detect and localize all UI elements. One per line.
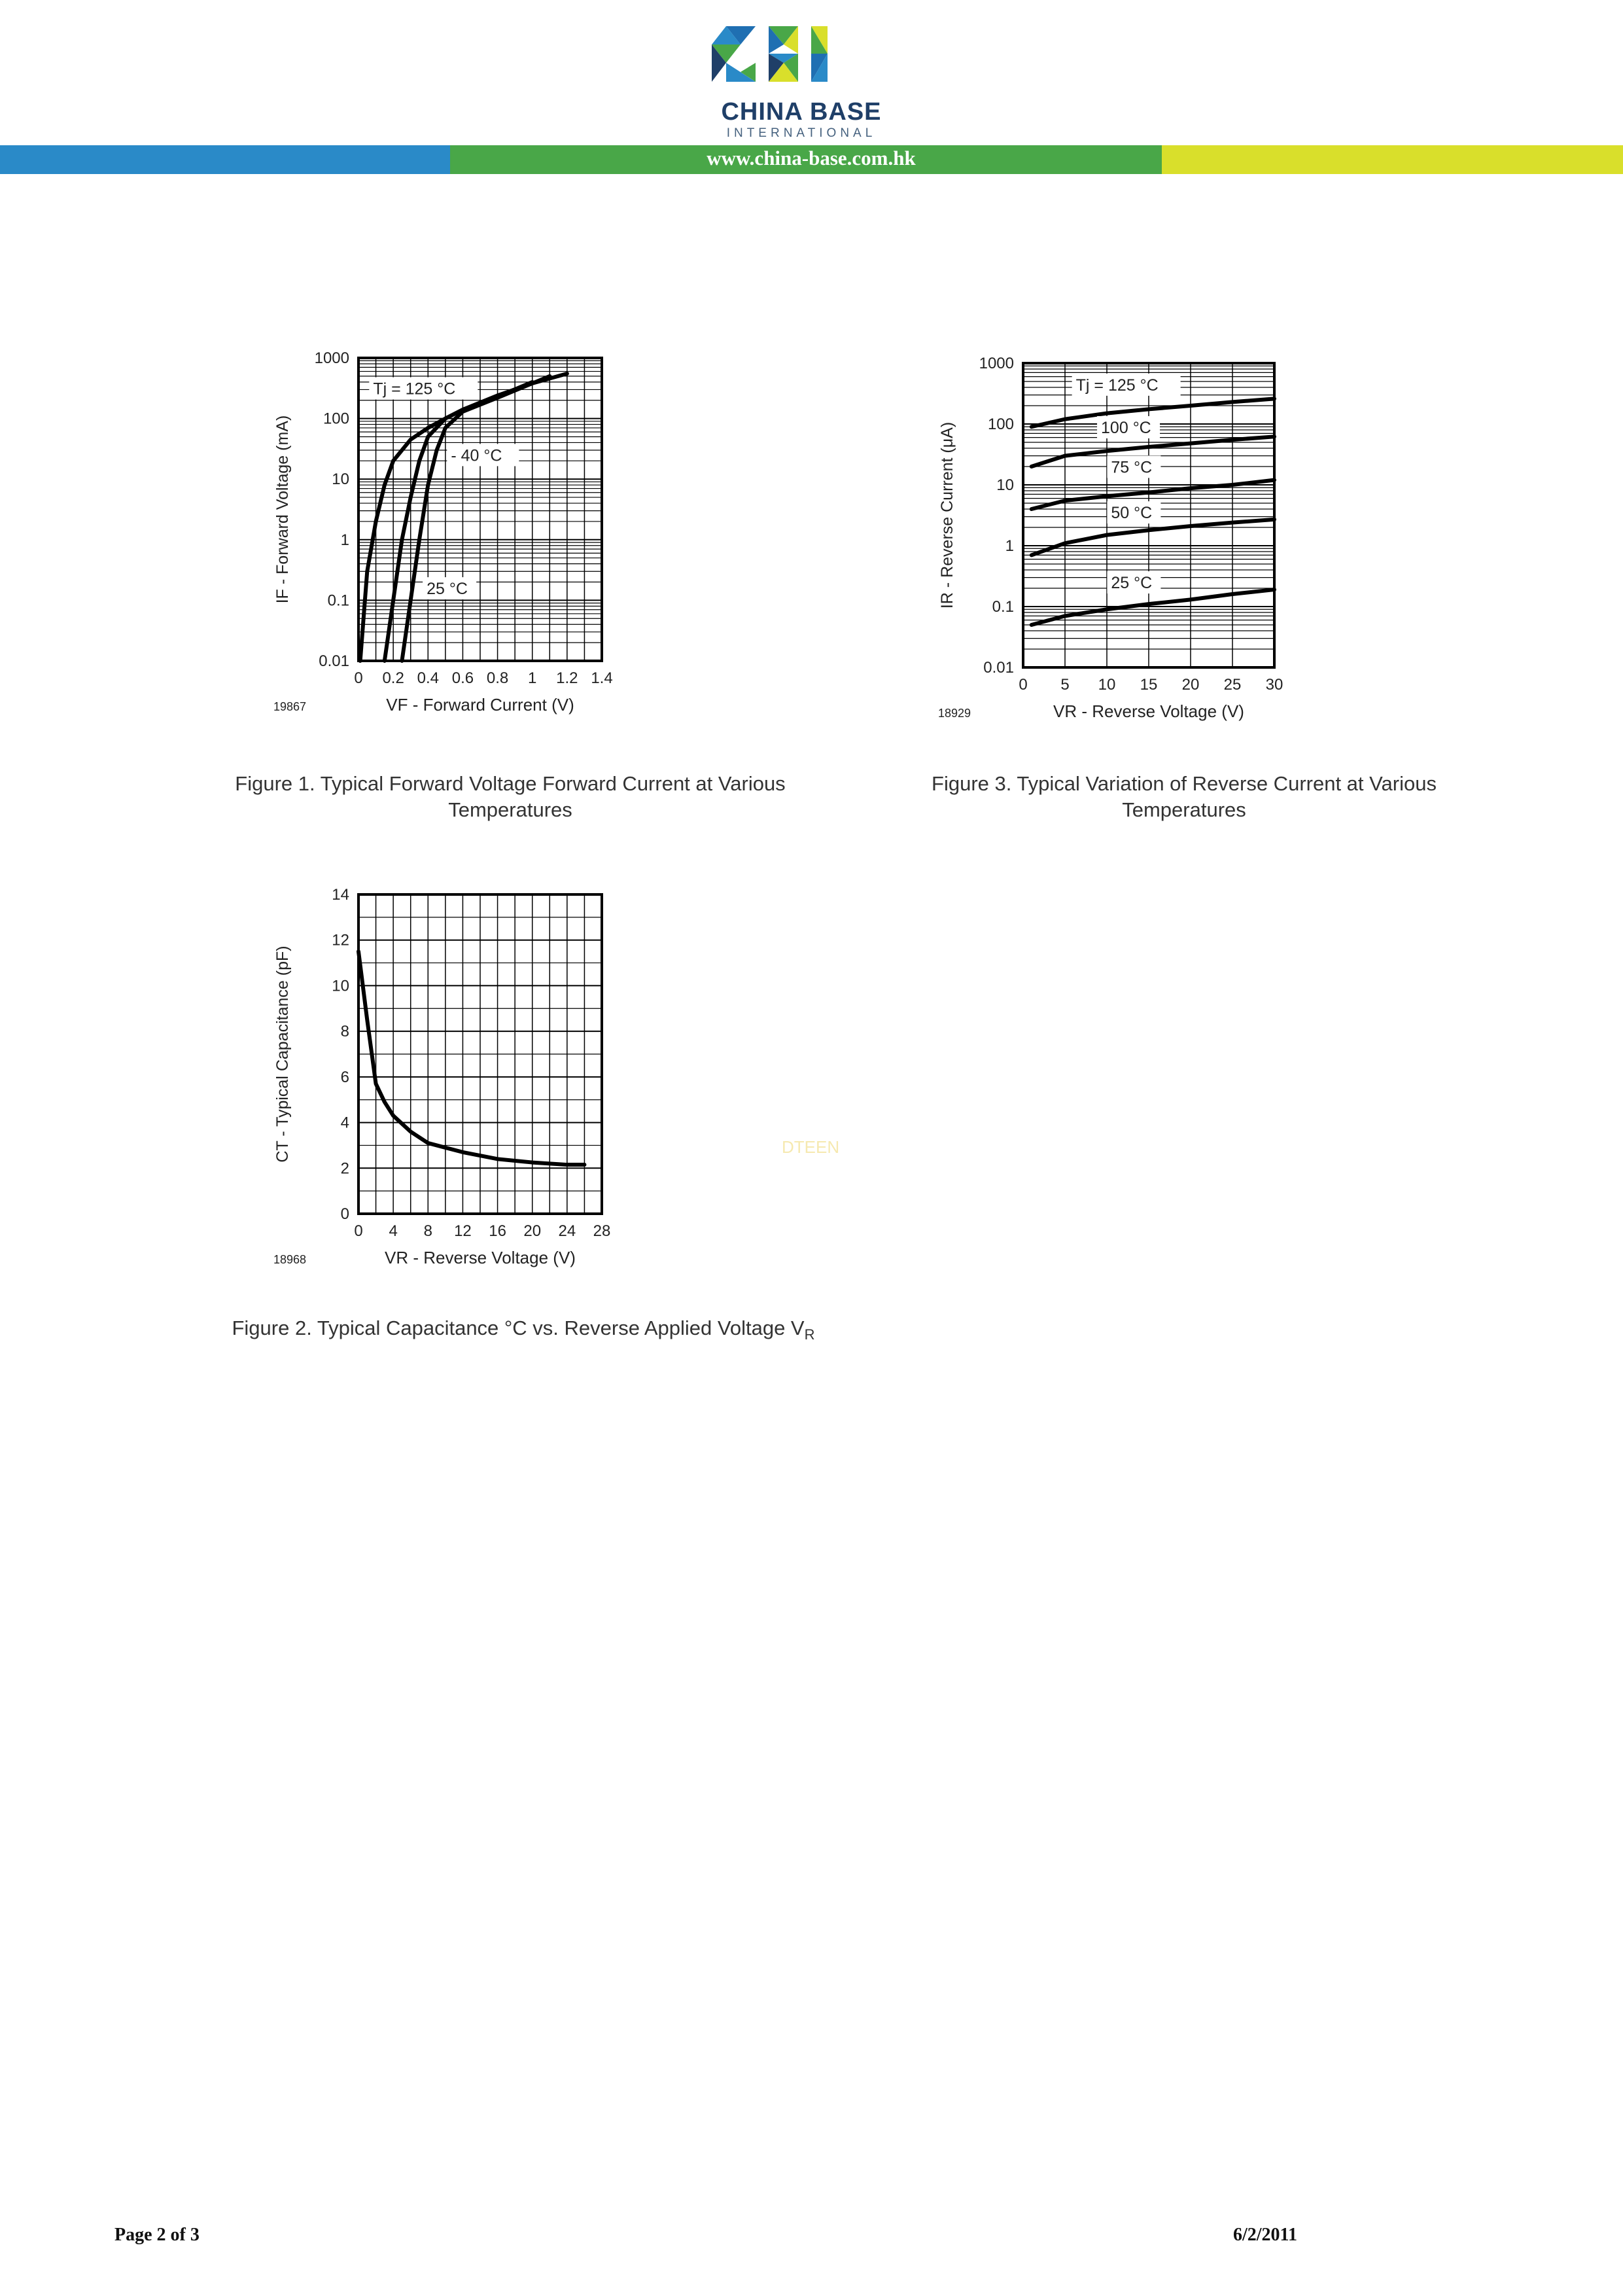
figure-1-caption-line-1: Figure 1. Typical Forward Voltage Forward Current at Various — [235, 772, 786, 795]
y-tick-label: 0.1 — [327, 592, 349, 610]
x-tick-label: 16 — [489, 1222, 506, 1240]
curve-annotation: 75 °C — [1111, 458, 1153, 477]
brand-subtitle: INTERNATIONAL — [726, 126, 877, 140]
y-tick-label: 1 — [340, 531, 349, 549]
curve-annotation: Tj = 125 °C — [1075, 376, 1159, 395]
y-tick-label: 1000 — [314, 349, 349, 367]
series-line — [1032, 520, 1274, 556]
x-tick-label: 0.2 — [382, 669, 404, 687]
figure-3-caption — [870, 771, 1498, 823]
footer-date: 6/2/2011 — [1233, 2225, 1298, 2245]
x-tick-label: 8 — [423, 1222, 432, 1240]
x-tick-label: 15 — [1140, 676, 1158, 694]
x-tick-label: 0.4 — [417, 669, 439, 687]
x-axis-label: VF - Forward Current (V) — [386, 695, 574, 715]
curve-annotation: 50 °C — [1111, 504, 1153, 523]
x-tick-label: 12 — [454, 1222, 472, 1240]
y-tick-label: 8 — [340, 1023, 349, 1041]
x-tick-label: 0.8 — [486, 669, 509, 687]
x-axis-label: VR - Reverse Voltage (V) — [385, 1248, 576, 1267]
figure-2-chart — [249, 877, 746, 1282]
y-axis-label: IR - Reverse Current (μA) — [938, 421, 956, 609]
y-tick-label: 14 — [332, 886, 349, 904]
y-tick-label: 1 — [1005, 537, 1014, 555]
y-tick-label: 2 — [340, 1159, 349, 1178]
x-tick-label: 0 — [1019, 676, 1028, 694]
figure-2-caption-text: Figure 2. Typical Capacitance °C vs. Reverse Applied Voltage V — [232, 1316, 805, 1339]
x-tick-label: 4 — [389, 1222, 398, 1240]
x-tick-label: 0.6 — [451, 669, 474, 687]
y-tick-label: 0.01 — [319, 652, 349, 670]
y-tick-label: 1000 — [979, 355, 1014, 372]
y-tick-label: 0 — [340, 1205, 349, 1223]
x-tick-label: 0 — [354, 669, 363, 687]
x-tick-label: 20 — [1181, 676, 1200, 694]
website-link[interactable]: www.china-base.com.hk — [707, 147, 916, 169]
x-tick-label: 24 — [558, 1222, 576, 1240]
x-tick-label: 10 — [1098, 676, 1116, 694]
x-tick-label: 1.4 — [591, 669, 613, 687]
series-line — [1032, 590, 1274, 625]
band-blue — [0, 145, 450, 174]
figure-1-caption — [196, 771, 824, 823]
x-axis-label: VR - Reverse Voltage (V) — [1053, 701, 1244, 721]
curve-annotation: Tj = 125 °C — [373, 380, 456, 398]
y-tick-label: 12 — [332, 931, 349, 949]
figure-2-caption-subscript: R — [804, 1326, 815, 1343]
figure-number: 18968 — [273, 1253, 307, 1266]
watermark: DTEEN — [782, 1137, 840, 1157]
figure-3-caption-line-1: Figure 3. Typical Variation of Reverse Current at Various — [932, 772, 1437, 795]
brand-name: CHINA BASE — [721, 98, 882, 126]
y-axis-label: IF - Forward Voltage (mA) — [273, 415, 292, 604]
y-tick-label: 10 — [332, 470, 349, 489]
footer-page-number: Page 2 of 3 — [114, 2225, 200, 2245]
figure-3-caption-line-2: Temperatures — [1122, 798, 1246, 821]
figure-1-caption-line-2: Temperatures — [448, 798, 572, 821]
x-tick-label: 0 — [354, 1222, 363, 1240]
curve-annotation: - 40 °C — [451, 446, 502, 465]
figure-number: 19867 — [273, 700, 307, 713]
curve-annotation: 25 °C — [1111, 574, 1153, 593]
y-tick-label: 0.01 — [983, 659, 1014, 677]
x-tick-label: 28 — [593, 1222, 611, 1240]
curve-annotation: 100 °C — [1101, 418, 1151, 437]
x-tick-label: 5 — [1060, 676, 1070, 694]
band-yellow — [1162, 145, 1623, 174]
y-tick-label: 10 — [332, 977, 349, 995]
x-tick-label: 20 — [523, 1222, 542, 1240]
curve-annotation: 25 °C — [427, 580, 468, 599]
y-tick-label: 6 — [340, 1068, 349, 1086]
y-tick-label: 4 — [340, 1114, 349, 1132]
y-tick-label: 100 — [323, 410, 349, 428]
figure-number: 18929 — [938, 707, 971, 720]
x-tick-label: 1.2 — [556, 669, 578, 687]
x-tick-label: 25 — [1223, 676, 1242, 694]
y-tick-label: 0.1 — [992, 598, 1014, 616]
y-axis-label: CT - Typical Capacitance (pF) — [273, 945, 292, 1163]
x-tick-label: 1 — [528, 669, 537, 687]
y-tick-label: 100 — [987, 415, 1014, 433]
figure-2-caption — [131, 1315, 916, 1348]
y-tick-label: 10 — [996, 476, 1014, 494]
figure-3-chart — [929, 340, 1426, 746]
series-line — [358, 951, 584, 1165]
x-tick-label: 30 — [1265, 676, 1283, 694]
figure-1-chart — [249, 340, 746, 746]
